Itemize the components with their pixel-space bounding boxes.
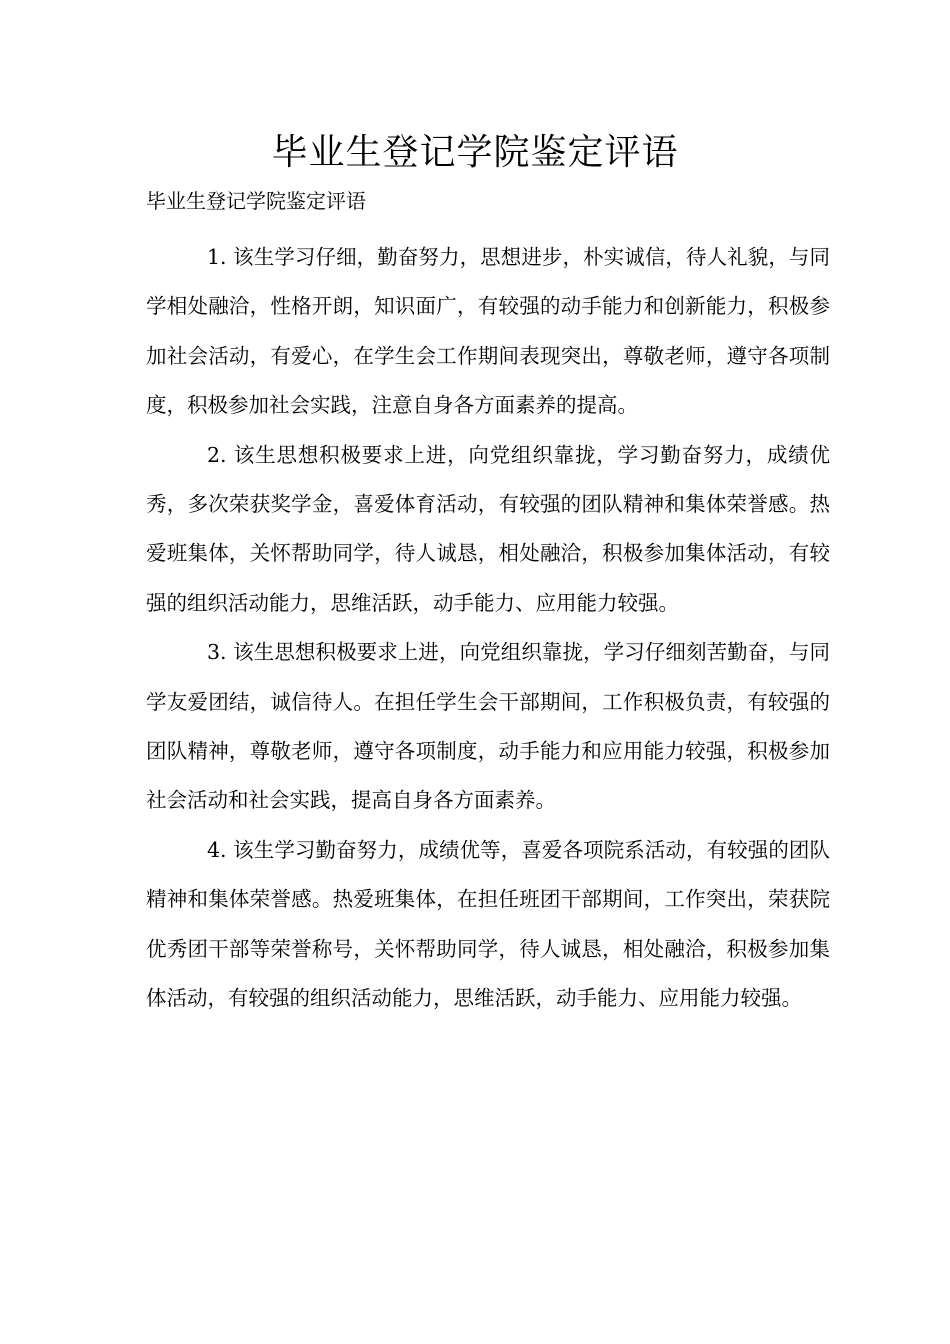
paragraph-3: 3. 该生思想积极要求上进，向党组织靠拢，学习仔细刻苦勤奋，与同学友爱团结，诚信待人。在担任学生会干部期间，工作积极负责，有较强的团队精神，尊敬老师，遵守各项制度，动手能力和应用能力较强，积极参加社会活动和社会实践，提高自身各方面素养。 <box>146 640 830 813</box>
paragraph-2: 2. 该生思想积极要求上进，向党组织靠拢，学习勤奋努力，成绩优秀，多次荣获奖学金，喜爱体育活动，有较强的团队精神和集体荣誉感。热爱班集体，关怀帮助同学，待人诚恳，相处融洽，积极参加集体活动，有较强的组织活动能力，思维活跃，动手能力、应用能力较强。 <box>146 442 830 615</box>
paragraph-1: 1. 该生学习仔细，勤奋努力，思想进步，朴实诚信，待人礼貌，与同学相处融洽，性格开朗，知识面广，有较强的动手能力和创新能力，积极参加社会活动，有爱心，在学生会工作期间表现突出，尊敬老师，遵守各项制度，积极参加社会实践，注意自身各方面素养的提高。 <box>146 245 830 418</box>
document-subtitle: 毕业生登记学院鉴定评语 <box>146 189 366 213</box>
page-title: 毕业生登记学院鉴定评语 <box>271 132 679 173</box>
paragraph-4: 4. 该生学习勤奋努力，成绩优等，喜爱各项院系活动，有较强的团队精神和集体荣誉感。热爱班集体，在担任班团干部期间，工作突出，荣获院优秀团干部等荣誉称号，关怀帮助同学，待人诚恳，相处融洽，积极参加集体活动，有较强的组织活动能力，思维活跃，动手能力、应用能力较强。 <box>146 837 830 1011</box>
document-body <box>146 233 830 1024</box>
